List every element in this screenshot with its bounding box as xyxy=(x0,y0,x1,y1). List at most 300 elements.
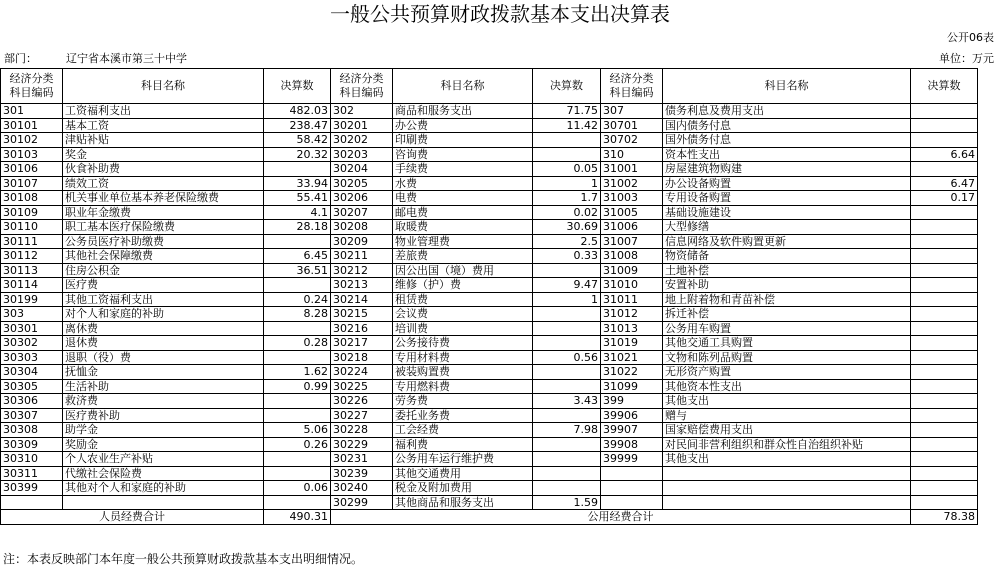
table-row xyxy=(1,176,978,191)
amount xyxy=(533,466,601,481)
economic-code: 30108 xyxy=(1,191,63,206)
subject-name xyxy=(663,466,911,481)
economic-code: 30203 xyxy=(331,147,393,162)
table-row xyxy=(1,379,978,394)
amount xyxy=(533,481,601,496)
amount: 0.56 xyxy=(533,350,601,365)
amount: 1.59 xyxy=(533,495,601,510)
subject-name: 救济费 xyxy=(63,394,264,409)
amount: 28.18 xyxy=(264,220,331,235)
header-name: 科目名称 xyxy=(663,69,911,104)
table-row xyxy=(1,408,978,423)
economic-code: 30304 xyxy=(1,365,63,380)
economic-code: 30107 xyxy=(1,176,63,191)
header-code-text: 经济分类 科目编码 xyxy=(339,72,384,99)
economic-code: 30299 xyxy=(331,495,393,510)
table-row xyxy=(1,495,978,510)
amount: 0.02 xyxy=(533,205,601,220)
amount: 71.75 xyxy=(533,104,601,119)
amount xyxy=(533,408,601,423)
amount: 3.43 xyxy=(533,394,601,409)
subject-name: 税金及附加费用 xyxy=(393,481,533,496)
subject-name: 国外债务付息 xyxy=(663,133,911,148)
expenditure-table xyxy=(0,68,978,525)
table-row xyxy=(1,307,978,322)
subject-name: 专用设备购置 xyxy=(663,191,911,206)
economic-code: 30309 xyxy=(1,437,63,452)
amount: 1 xyxy=(533,176,601,191)
economic-code: 39999 xyxy=(601,452,663,467)
subject-name: 公务接待费 xyxy=(393,336,533,351)
table-row xyxy=(1,278,978,293)
economic-code: 307 xyxy=(601,104,663,119)
public-total-label: 公用经费合计 xyxy=(331,510,911,525)
amount: 6.64 xyxy=(911,147,978,162)
subject-name: 机关事业单位基本养老保险缴费 xyxy=(63,191,264,206)
economic-code: 301 xyxy=(1,104,63,119)
subject-name: 委托业务费 xyxy=(393,408,533,423)
amount xyxy=(533,365,601,380)
subject-name: 大型修缮 xyxy=(663,220,911,235)
subject-name xyxy=(63,495,264,510)
amount: 7.98 xyxy=(533,423,601,438)
economic-code: 30113 xyxy=(1,263,63,278)
subject-name: 国内债务付息 xyxy=(663,118,911,133)
amount xyxy=(911,437,978,452)
subject-name: 其他支出 xyxy=(663,394,911,409)
economic-code: 30110 xyxy=(1,220,63,235)
economic-code: 30308 xyxy=(1,423,63,438)
subject-name: 租赁费 xyxy=(393,292,533,307)
subject-name: 劳务费 xyxy=(393,394,533,409)
economic-code: 31001 xyxy=(601,162,663,177)
amount xyxy=(911,205,978,220)
economic-code: 30207 xyxy=(331,205,393,220)
amount xyxy=(264,278,331,293)
subject-name: 土地补偿 xyxy=(663,263,911,278)
subject-name: 手续费 xyxy=(393,162,533,177)
economic-code: 30225 xyxy=(331,379,393,394)
totals-row xyxy=(1,510,978,525)
economic-code: 30109 xyxy=(1,205,63,220)
amount: 0.24 xyxy=(264,292,331,307)
subject-name: 基础设施建设 xyxy=(663,205,911,220)
subject-name: 电费 xyxy=(393,191,533,206)
economic-code: 30102 xyxy=(1,133,63,148)
personnel-total-value: 490.31 xyxy=(264,510,331,525)
amount xyxy=(911,162,978,177)
economic-code: 399 xyxy=(601,394,663,409)
economic-code: 31010 xyxy=(601,278,663,293)
subject-name: 被装购置费 xyxy=(393,365,533,380)
header-amount: 决算数 xyxy=(264,69,331,104)
subject-name xyxy=(663,481,911,496)
subject-name: 信息网络及软件购置更新 xyxy=(663,234,911,249)
meta-bar xyxy=(0,48,1000,66)
subject-name: 其他商品和服务支出 xyxy=(393,495,533,510)
amount xyxy=(264,452,331,467)
economic-code: 31009 xyxy=(601,263,663,278)
economic-code: 30111 xyxy=(1,234,63,249)
economic-code: 30112 xyxy=(1,249,63,264)
economic-code: 30305 xyxy=(1,379,63,394)
subject-name: 其他资本性支出 xyxy=(663,379,911,394)
economic-code: 31002 xyxy=(601,176,663,191)
subject-name: 其他支出 xyxy=(663,452,911,467)
amount: 0.17 xyxy=(911,191,978,206)
subject-name: 津贴补贴 xyxy=(63,133,264,148)
subject-name: 抚恤金 xyxy=(63,365,264,380)
amount xyxy=(911,394,978,409)
amount: 2.5 xyxy=(533,234,601,249)
table-row xyxy=(1,452,978,467)
subject-name: 其他对个人和家庭的补助 xyxy=(63,481,264,496)
subject-name: 绩效工资 xyxy=(63,176,264,191)
amount xyxy=(533,263,601,278)
economic-code: 31011 xyxy=(601,292,663,307)
subject-name: 医疗费补助 xyxy=(63,408,264,423)
footnote: 注：本表反映部门本年度一般公共预算财政拨款基本支出明细情况。 xyxy=(3,552,364,566)
amount: 238.47 xyxy=(264,118,331,133)
header-code-text: 经济分类 科目编码 xyxy=(609,72,654,99)
amount xyxy=(911,423,978,438)
amount: 20.32 xyxy=(264,147,331,162)
subject-name: 公务员医疗补助缴费 xyxy=(63,234,264,249)
economic-code: 39908 xyxy=(601,437,663,452)
subject-name: 无形资产购置 xyxy=(663,365,911,380)
economic-code: 39907 xyxy=(601,423,663,438)
subject-name: 邮电费 xyxy=(393,205,533,220)
table-row xyxy=(1,336,978,351)
economic-code: 30211 xyxy=(331,249,393,264)
economic-code: 30214 xyxy=(331,292,393,307)
amount xyxy=(911,452,978,467)
table-row xyxy=(1,249,978,264)
amount xyxy=(533,133,601,148)
amount: 9.47 xyxy=(533,278,601,293)
amount xyxy=(911,118,978,133)
amount xyxy=(911,379,978,394)
economic-code: 30231 xyxy=(331,452,393,467)
table-row xyxy=(1,133,978,148)
economic-code: 30227 xyxy=(331,408,393,423)
amount: 36.51 xyxy=(264,263,331,278)
subject-name: 办公费 xyxy=(393,118,533,133)
table-row xyxy=(1,205,978,220)
economic-code: 30205 xyxy=(331,176,393,191)
economic-code: 310 xyxy=(601,147,663,162)
header-code xyxy=(601,69,663,104)
economic-code: 31008 xyxy=(601,249,663,264)
subject-name: 代缴社会保险费 xyxy=(63,466,264,481)
amount xyxy=(911,278,978,293)
economic-code: 30114 xyxy=(1,278,63,293)
table-row xyxy=(1,292,978,307)
economic-code: 30199 xyxy=(1,292,63,307)
subject-name: 生活补助 xyxy=(63,379,264,394)
amount: 1.7 xyxy=(533,191,601,206)
subject-name: 文物和陈列品购置 xyxy=(663,350,911,365)
subject-name: 拆迁补偿 xyxy=(663,307,911,322)
subject-name: 安置补助 xyxy=(663,278,911,293)
amount xyxy=(264,408,331,423)
amount: 58.42 xyxy=(264,133,331,148)
subject-name: 水费 xyxy=(393,176,533,191)
amount xyxy=(533,307,601,322)
amount xyxy=(264,321,331,336)
economic-code xyxy=(601,495,663,510)
economic-code: 30239 xyxy=(331,466,393,481)
subject-name: 对民间非营利组织和群众性自治组织补贴 xyxy=(663,437,911,452)
subject-name: 专用燃料费 xyxy=(393,379,533,394)
table-row xyxy=(1,481,978,496)
economic-code: 31012 xyxy=(601,307,663,322)
amount: 33.94 xyxy=(264,176,331,191)
personnel-total-label: 人员经费合计 xyxy=(1,510,264,525)
economic-code: 30202 xyxy=(331,133,393,148)
subject-name: 住房公积金 xyxy=(63,263,264,278)
header-name: 科目名称 xyxy=(63,69,264,104)
economic-code xyxy=(1,495,63,510)
amount xyxy=(911,292,978,307)
amount: 8.28 xyxy=(264,307,331,322)
amount xyxy=(911,234,978,249)
amount xyxy=(911,408,978,423)
subject-name: 福利费 xyxy=(393,437,533,452)
amount: 1.62 xyxy=(264,365,331,380)
amount: 0.99 xyxy=(264,379,331,394)
amount xyxy=(533,379,601,394)
amount xyxy=(911,263,978,278)
subject-name: 奖金 xyxy=(63,147,264,162)
header-code xyxy=(1,69,63,104)
economic-code: 31099 xyxy=(601,379,663,394)
economic-code: 31005 xyxy=(601,205,663,220)
subject-name: 房屋建筑物购建 xyxy=(663,162,911,177)
economic-code: 30213 xyxy=(331,278,393,293)
amount xyxy=(911,466,978,481)
subject-name: 债务利息及费用支出 xyxy=(663,104,911,119)
subject-name: 专用材料费 xyxy=(393,350,533,365)
department-label: 部门： xyxy=(4,52,37,65)
economic-code: 30224 xyxy=(331,365,393,380)
economic-code: 30310 xyxy=(1,452,63,467)
table-row xyxy=(1,220,978,235)
subject-name: 取暖费 xyxy=(393,220,533,235)
amount xyxy=(911,336,978,351)
economic-code: 30204 xyxy=(331,162,393,177)
economic-code: 31013 xyxy=(601,321,663,336)
table-row xyxy=(1,118,978,133)
amount xyxy=(911,365,978,380)
subject-name: 其他社会保障缴费 xyxy=(63,249,264,264)
economic-code: 31021 xyxy=(601,350,663,365)
amount: 0.05 xyxy=(533,162,601,177)
public-total-value: 78.38 xyxy=(911,510,978,525)
amount: 482.03 xyxy=(264,104,331,119)
economic-code: 30208 xyxy=(331,220,393,235)
header-amount: 决算数 xyxy=(533,69,601,104)
subject-name: 因公出国（境）费用 xyxy=(393,263,533,278)
amount: 0.33 xyxy=(533,249,601,264)
table-code: 公开06表 xyxy=(947,31,994,44)
subject-name: 其他交通工具购置 xyxy=(663,336,911,351)
subject-name xyxy=(663,495,911,510)
economic-code xyxy=(601,481,663,496)
subject-name: 基本工资 xyxy=(63,118,264,133)
subject-name: 退职（役）费 xyxy=(63,350,264,365)
header-amount: 决算数 xyxy=(911,69,978,104)
economic-code: 30103 xyxy=(1,147,63,162)
economic-code: 31006 xyxy=(601,220,663,235)
amount xyxy=(533,452,601,467)
table-row xyxy=(1,162,978,177)
table-row xyxy=(1,191,978,206)
amount: 1 xyxy=(533,292,601,307)
amount: 6.45 xyxy=(264,249,331,264)
amount xyxy=(264,466,331,481)
table-row xyxy=(1,394,978,409)
amount xyxy=(911,350,978,365)
subject-name: 会议费 xyxy=(393,307,533,322)
amount: 55.41 xyxy=(264,191,331,206)
economic-code: 30701 xyxy=(601,118,663,133)
economic-code: 30702 xyxy=(601,133,663,148)
amount xyxy=(264,350,331,365)
amount xyxy=(533,437,601,452)
economic-code: 30399 xyxy=(1,481,63,496)
amount xyxy=(264,162,331,177)
economic-code: 30216 xyxy=(331,321,393,336)
economic-code: 30206 xyxy=(331,191,393,206)
amount xyxy=(911,249,978,264)
subject-name: 印刷费 xyxy=(393,133,533,148)
amount xyxy=(911,495,978,510)
subject-name: 其他工资福利支出 xyxy=(63,292,264,307)
economic-code: 30229 xyxy=(331,437,393,452)
subject-name: 国家赔偿费用支出 xyxy=(663,423,911,438)
economic-code: 303 xyxy=(1,307,63,322)
table-row xyxy=(1,350,978,365)
economic-code: 30228 xyxy=(331,423,393,438)
economic-code: 30215 xyxy=(331,307,393,322)
amount xyxy=(911,104,978,119)
subject-name: 助学金 xyxy=(63,423,264,438)
amount: 4.1 xyxy=(264,205,331,220)
amount xyxy=(911,481,978,496)
subject-name: 地上附着物和青苗补偿 xyxy=(663,292,911,307)
subject-name: 工会经费 xyxy=(393,423,533,438)
subject-name: 差旅费 xyxy=(393,249,533,264)
subject-name: 伙食补助费 xyxy=(63,162,264,177)
header-name: 科目名称 xyxy=(393,69,533,104)
subject-name: 公务用车购置 xyxy=(663,321,911,336)
table-row xyxy=(1,104,978,119)
economic-code: 30302 xyxy=(1,336,63,351)
amount: 0.26 xyxy=(264,437,331,452)
amount: 30.69 xyxy=(533,220,601,235)
amount xyxy=(264,394,331,409)
economic-code: 30217 xyxy=(331,336,393,351)
header-code-text: 经济分类 科目编码 xyxy=(9,72,54,99)
economic-code: 31022 xyxy=(601,365,663,380)
economic-code: 31003 xyxy=(601,191,663,206)
subject-name: 物业管理费 xyxy=(393,234,533,249)
unit-label: 单位：万元 xyxy=(939,52,994,65)
subject-name: 个人农业生产补贴 xyxy=(63,452,264,467)
subject-name: 对个人和家庭的补助 xyxy=(63,307,264,322)
subject-name: 奖励金 xyxy=(63,437,264,452)
subject-name: 物资储备 xyxy=(663,249,911,264)
amount xyxy=(911,133,978,148)
economic-code: 30106 xyxy=(1,162,63,177)
subject-name: 职业年金缴费 xyxy=(63,205,264,220)
economic-code: 30101 xyxy=(1,118,63,133)
table-row xyxy=(1,437,978,452)
subject-name: 职工基本医疗保险缴费 xyxy=(63,220,264,235)
subject-name: 办公设备购置 xyxy=(663,176,911,191)
amount xyxy=(264,234,331,249)
subject-name: 资本性支出 xyxy=(663,147,911,162)
subject-name: 离休费 xyxy=(63,321,264,336)
amount xyxy=(533,336,601,351)
report-title: 一般公共预算财政拨款基本支出决算表 xyxy=(330,2,670,26)
economic-code: 30303 xyxy=(1,350,63,365)
economic-code: 31019 xyxy=(601,336,663,351)
amount xyxy=(911,307,978,322)
subject-name: 其他交通费用 xyxy=(393,466,533,481)
economic-code: 30218 xyxy=(331,350,393,365)
subject-name: 工资福利支出 xyxy=(63,104,264,119)
economic-code: 30307 xyxy=(1,408,63,423)
table-row xyxy=(1,147,978,162)
economic-code: 30301 xyxy=(1,321,63,336)
economic-code: 30311 xyxy=(1,466,63,481)
economic-code: 30240 xyxy=(331,481,393,496)
amount xyxy=(911,321,978,336)
amount: 0.28 xyxy=(264,336,331,351)
amount: 0.06 xyxy=(264,481,331,496)
department-value: 辽宁省本溪市第三十中学 xyxy=(66,52,187,65)
amount: 5.06 xyxy=(264,423,331,438)
economic-code: 30306 xyxy=(1,394,63,409)
economic-code xyxy=(601,466,663,481)
amount: 6.47 xyxy=(911,176,978,191)
subject-name: 培训费 xyxy=(393,321,533,336)
amount xyxy=(533,147,601,162)
table-row xyxy=(1,423,978,438)
amount xyxy=(533,321,601,336)
economic-code: 39906 xyxy=(601,408,663,423)
subject-name: 公务用车运行维护费 xyxy=(393,452,533,467)
header-row xyxy=(1,69,978,104)
subject-name: 退休费 xyxy=(63,336,264,351)
table-row xyxy=(1,466,978,481)
economic-code: 31007 xyxy=(601,234,663,249)
subject-name: 维修（护）费 xyxy=(393,278,533,293)
economic-code: 30209 xyxy=(331,234,393,249)
table-row xyxy=(1,263,978,278)
table-row xyxy=(1,365,978,380)
amount: 11.42 xyxy=(533,118,601,133)
subject-name: 咨询费 xyxy=(393,147,533,162)
economic-code: 30226 xyxy=(331,394,393,409)
economic-code: 30201 xyxy=(331,118,393,133)
subject-name: 赠与 xyxy=(663,408,911,423)
economic-code: 302 xyxy=(331,104,393,119)
amount xyxy=(264,495,331,510)
subject-name: 商品和服务支出 xyxy=(393,104,533,119)
